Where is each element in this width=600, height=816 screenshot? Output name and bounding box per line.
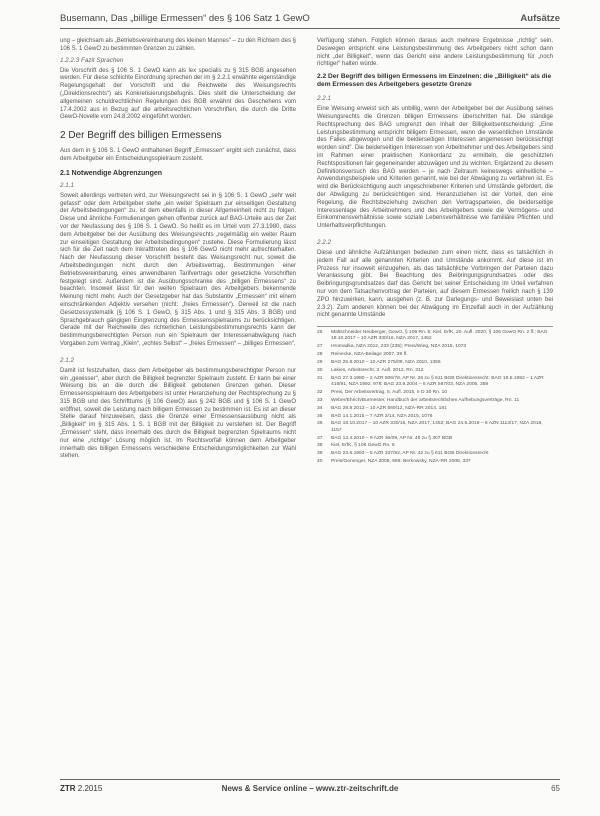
footnote-number: 32 [317,389,323,395]
footer-website: News & Service online – www.ztr-zeitschrift.de [221,784,399,793]
paragraph: ung – gleichsam als „Betriebsvereinbarung des kleinen Mannes“ – zu den Richtern des § 106 S. 1 GewO zu bestimmten Grenzen zu zählen. [60,38,296,52]
footnote-number: 30 [317,367,323,373]
footnote [317,459,553,465]
paragraph: Diese und ähnliche Aufzählungen bedeuten zum einen nicht, dass es tatsächlich in jedem Fall auf alle genannten Kriterien und Umstände ankommt. Auf diese ist im Prozess nur insoweit einzugehen, als das tatsächliche Vorbringen der Parteien dazu Veranlassung gibt. Bei Beachtung des Beibringungsgrundsatzes oder des Beibringungsgrundsatzes darf das Gericht bei seiner Entscheidung im Urteil verfahren nur von dem Tatsachenvortrag der Parteien, auf diesem Ermessen freilich nach § 139 ZPO hinzuwirken, kann, ausgehen (z. B. zur Darlegungs- und Beweislast unten bei 2.3.2). Zum anderen können bei der Abwägung im Einzelfall auch in der Aufzählung nicht genannte Umstände [317,249,553,319]
footnote [317,376,553,388]
footnote-number: 35 [317,413,323,419]
footnote-number: 38 [317,443,323,449]
subsection-heading: 2.2 Der Begriff des billigen Ermessens im Einzelnen: die „Billigkeit“ als die dem Ermessen des Arbeitgebers gesetzte Grenze [317,73,552,89]
subsection-number: 2.1.1 [60,181,75,189]
footnote [317,344,553,350]
footnote [317,421,553,433]
footnote-text: Preis/Genenger, NZA 2008, 969; Berkowsky, NZA-RR 2008, 337 [331,459,471,465]
running-header-title: Busemann, Das „billige Ermessen“ des § 106 Satz 1 GewO [60,13,310,24]
footnote-number: 39 [317,451,323,457]
footnote [317,406,553,412]
subsection-heading: 2.1 Notwendige Abgrenzungen [60,169,163,177]
paragraph: Aus dem in § 106 S. 1 GewO enthaltenen Begriff „Ermessen“ ergibt sich zunächst, dass dem Arbeitgeber ein Entscheidungsspielraum zusteht. [60,148,296,162]
subsection-number: 2.2.1 [317,95,332,103]
footnote-text: Maltschneider Neuberger, GewO, § 106 Rn. 5; Kiel, ErfK, 20. Aufl. 2020, § 106 GewO Rn. 2 ff.; BAG 18.10.2017 – 10 AZR 330/16, NZA 2017, 1452 [331,330,548,342]
footnote [317,352,553,358]
footnote-text: BAG 14.1.2015 – 7 AZR 2/14, NZA 2015, 1076 [331,413,433,419]
footnote-text: BAG 27.3.1980 – 2 AZR 506/78, AP Nr. 26 zu § 611 BGB Direktionsrecht; BAG 19.5.1992 – 1 AZR 418/91, NZA 1992, 978; BAG 23.9.2004 – 6 AZR 567/03, NZA 2005, 359 [331,375,544,387]
footnote-number: 28 [317,352,323,358]
footer-rule [60,779,560,780]
journal-brand: ZTR [60,784,76,793]
footnote-text: Reinecke, NZA-Beilage 2007, 39 ff. [331,352,408,358]
running-header [60,13,560,28]
subsection-number: 2.2.2 [317,238,332,246]
footnote [317,330,553,342]
footnote-number: 29 [317,359,323,365]
footnote-number: 34 [317,405,323,411]
page-number: 65 [551,784,560,793]
paragraph: Die Vorschrift des § 106 S. 1 GewO kann als lex specialis zu § 315 BGB angesehen werden. Für diese schlichte Einordnung sprechen der im § 2.2.1 erwähnte eigenständige Regelungsgehalt der Vorschrift und die Reichweite des Weisungsrechts („Direktionsrechts“) als Konkretisierungsbefugnis. Dies stellt die Unterscheidung der allgemeinen schuldrechtlichen Regelungen des BGB erwähnt des Geschehens vom 17.4.2002 aus in Bezug auf die arbeitsrechtlichen Vorschriften, die durch die Dritte GewO-Novelle vom 24.8.2002 eingeführt worden. [60,67,296,121]
footnote-number: 40 [317,459,323,465]
footnote [317,360,553,366]
footnote-text: BAG 13.4.2010 – 9 AZR 36/09, AP Nr. 45 zu § 307 BGB [331,435,453,441]
footnote [317,443,553,449]
subsection-number: 2.1.2 [60,356,75,364]
footnote-text: BAG 18.10.2017 – 10 AZR 330/16, NZA 2017, 1452; BAG 24.5.2018 – 6 AZN 1113/17, NZA 2018, 1157 [331,421,543,433]
footnotes [317,330,553,465]
paragraph: Eine Weisung erweist sich als unbillig, wenn der Arbeitgeber bei der Ausübung seines Weisungsrechts die Grenzen billigen Ermessens überschritten hat. Die ständige Rechtsprechung des BAG umgrenzt den Inhalt der Billigkeitsentscheidung: „Eine Leistungsbestimmung entspricht billigem Ermessen, wenn die wesentlichen Umstände des Falles abgewogen und die beiderseitigen Interessen angemessen berücksichtigt worden sind“. Die beiderseitigen Interessen von Arbeitnehmer und des Arbeitgebers sind im Rahmen einer praktischen Konkordanz zu ermitteln, die geschützten Rechtspositionen fair gegeneinander abzuwägen und zu wichten. Ergänzend zu diesem Definitionsversuch des BAG werden – je nach Zeitraum keineswegs einheitliche – Anwendungsbeispiele und Kriterien genannt, wie bei der Abwägung zu verfahren ist. Es wird die Berücksichtigung auch ungeschriebener Kriterien und Umstände gefordert, die der Abwägung zu berücksichtigen sind. Heranzuziehen ist der Vorteil, den eine Regelung, die Rechtsbeziehung zwischen den Vertragsparteien, die beiderseitige Interessenlage des Arbeitnehmers und des Arbeitgebers sowie die Vermögens- und Einkommensverhältnisse sowie soziale Lebensverhältnisse wie familiäre Pflichten und Unterhaltsverpflichtungen. [317,106,553,230]
footnote-number: 36 [317,421,323,427]
footnote [317,451,553,457]
footnote-text: Weber/Ehrich/Burmester, Handbuch der arbeitsrechtlichen Aufhebungsverträge, Rn. 11 [331,397,520,403]
footnote-text: Kiel, ErfK, § 106 GewO Rn. 6 [331,443,395,449]
footnote [317,390,553,396]
footnote-text: BAG 28.8.2013 – 10 AZR 569/12, NZA-RR 2014, 181 [331,405,447,411]
left-column [60,38,296,464]
footnote-text: Lakies, Arbeitsrecht, 3. Aufl. 2012, Rn. 312 [331,367,424,373]
footnote-number: 33 [317,397,323,403]
footnotes-rule [317,326,553,327]
section-label: Aufsätze [520,13,560,24]
footnote [317,414,553,420]
footnote [317,368,553,374]
footnote-text: BAG 23.6.1993 – 5 AZR 337/92, AP Nr. 42 zu § 611 BGB Direktionsrecht [331,451,489,457]
paragraph: Verfügung stehen. Folglich können daraus auch mehrere Ergebnisse „richtig“ sein. Deswegen entspricht eine Leistungsbestimmung des Arbeitgebers nicht schon dann nicht „der Billigkeit“, wenn das Gericht eine andere Leistungsbestimmung für „noch richtiger“ halten würde. [317,38,553,68]
issue-number: 2.2015 [77,784,103,793]
footnote-number: 26 [317,330,323,336]
footnote-text: Hromadka, NZA 2012, 233 (235); Preis/Wieg, NZA 2015, 1073 [331,344,467,350]
subsection-number: 1.2.2.3 Fazit Sprachen [60,56,124,64]
header-rule [60,28,560,29]
paragraph: Soweit allerdings vertreten wird, zur Weisungsrecht sei in § 106 S. 1 GewO „sehr weit gefasst“ oder dem Arbeitgeber stehe „ein weiter Spielraum zur einseitigen Gestaltung der Arbeitsbedingungen“ zu, ist dem ebenfalls in dieser Allgemeinheit nicht zu folgen. Diese und ähnliche Formulierungen gehen offenbar zurück auf BAG-Urteile aus der Zeit vor der Neufassung des § 106 S. 1 GewO. So heißt es im Urteil vom 27.3.1980, dass dem Arbeitgeber bei der Ausübung des Weisungsrechts „regelmäßig ein weiter Raum zur einseitigen Gestaltung der Arbeitsbedingungen“ zustehe. Diese Formulierung lässt sich für die Zeit nach dem Inkrafttreten des § 106 GewO nicht mehr aufrechterhalten. Nach der Neufassung dieser Vorschrift besteht das Weisungsrecht nur, soweit die Arbeitsbedingungen nicht durch den Arbeitsvertrag, Bestimmungen einer Betriebsvereinbarung, eines anwendbaren Tarifvertrags oder gesetzliche Vorschriften festgelegt sind. Außerdem ist die Ausübungsschranke des „billigen Ermessens“ zu beachten. Insoweit lässt für den weiten Spielraum des Arbeitgebers bekennende Meinung nicht mehr. Auch der Gesetzgeber hat das Substantiv „Ermessen“ mit einem einschränkenden Adjektiv versehen (nicht: „freies Ermessen“). Derweil ist die nach Gesetzessystematik (§ 106 S. 1 GewO, § 315 Abs. 1 und § 315 Abs. 3 BGB) und Sprachgebrauch gängigen Eingrenzung des Ermessensspielraums zu berücksichtigen. Gerade mit der Reichweite des richterlichen Leistungsbestimmungsrechts kann der bestimmungsberechtigten Person nun ein Spielraum der Interessenabwägung nach Vorgaben zum Vertrag „Klein“, „echtes Selbst“ – „freies Ermessen“ – „billiges Ermessen“. [60,192,296,347]
paragraph: Damit ist festzuhalten, dass dem Arbeitgeber als bestimmungsberechtigter Person nur ein „gewisser“, aber durch die Billigkeit begrenzter Spielraum zusteht. Er kann bei einer Weisung bis an die durch die Billigkeit gebotenen Grenzen gehen. Dieser Ermessensspielraum des Arbeitgebers ist unter Heranziehung der Rechtsprechung zu § 315 BGB und des Schrifttums (§ 106 GewO) aus § 242 BGB und § 106 S. 1 GewO eröffnet, soweit die Leistung nach billigem Ermessen zu bestimmen ist. Es ist an dieser Stelle darauf hinzuweisen, dass die Grenze einer Ermessensausübung nicht als „Billigkeit“ im § 315 Abs. 1 S. 1 BGB mit der Billigkeit zu verstehen ist. Der Begriff „Ermessen“ steht, dass innerhalb des durch die Billigkeit begrenzten Spielraums nicht nur eine „richtige“ Lösung möglich ist. Im Rechtsvorfall können dem Arbeitgeber innerhalb des billigen Ermessens verschiedene Entscheidungsmöglichkeiten zur Wahl stehen. [60,367,296,460]
footnote-number: 31 [317,375,323,381]
footnote-number: 27 [317,344,323,350]
section-heading: 2 Der Begriff des billigen Ermessens [60,130,222,142]
running-footer [60,784,560,796]
footnote [317,436,553,442]
footnote [317,398,553,404]
right-column [317,38,553,467]
footnote-text: Preis, Der Arbeitsvertrag, 5. Aufl. 2015, II D 30 Rn. 10 [331,389,448,395]
footnote-number: 37 [317,435,323,441]
footnote-text: BAG 25.8.2010 – 10 AZR 275/09, NZA 2010, 1355 [331,359,441,365]
